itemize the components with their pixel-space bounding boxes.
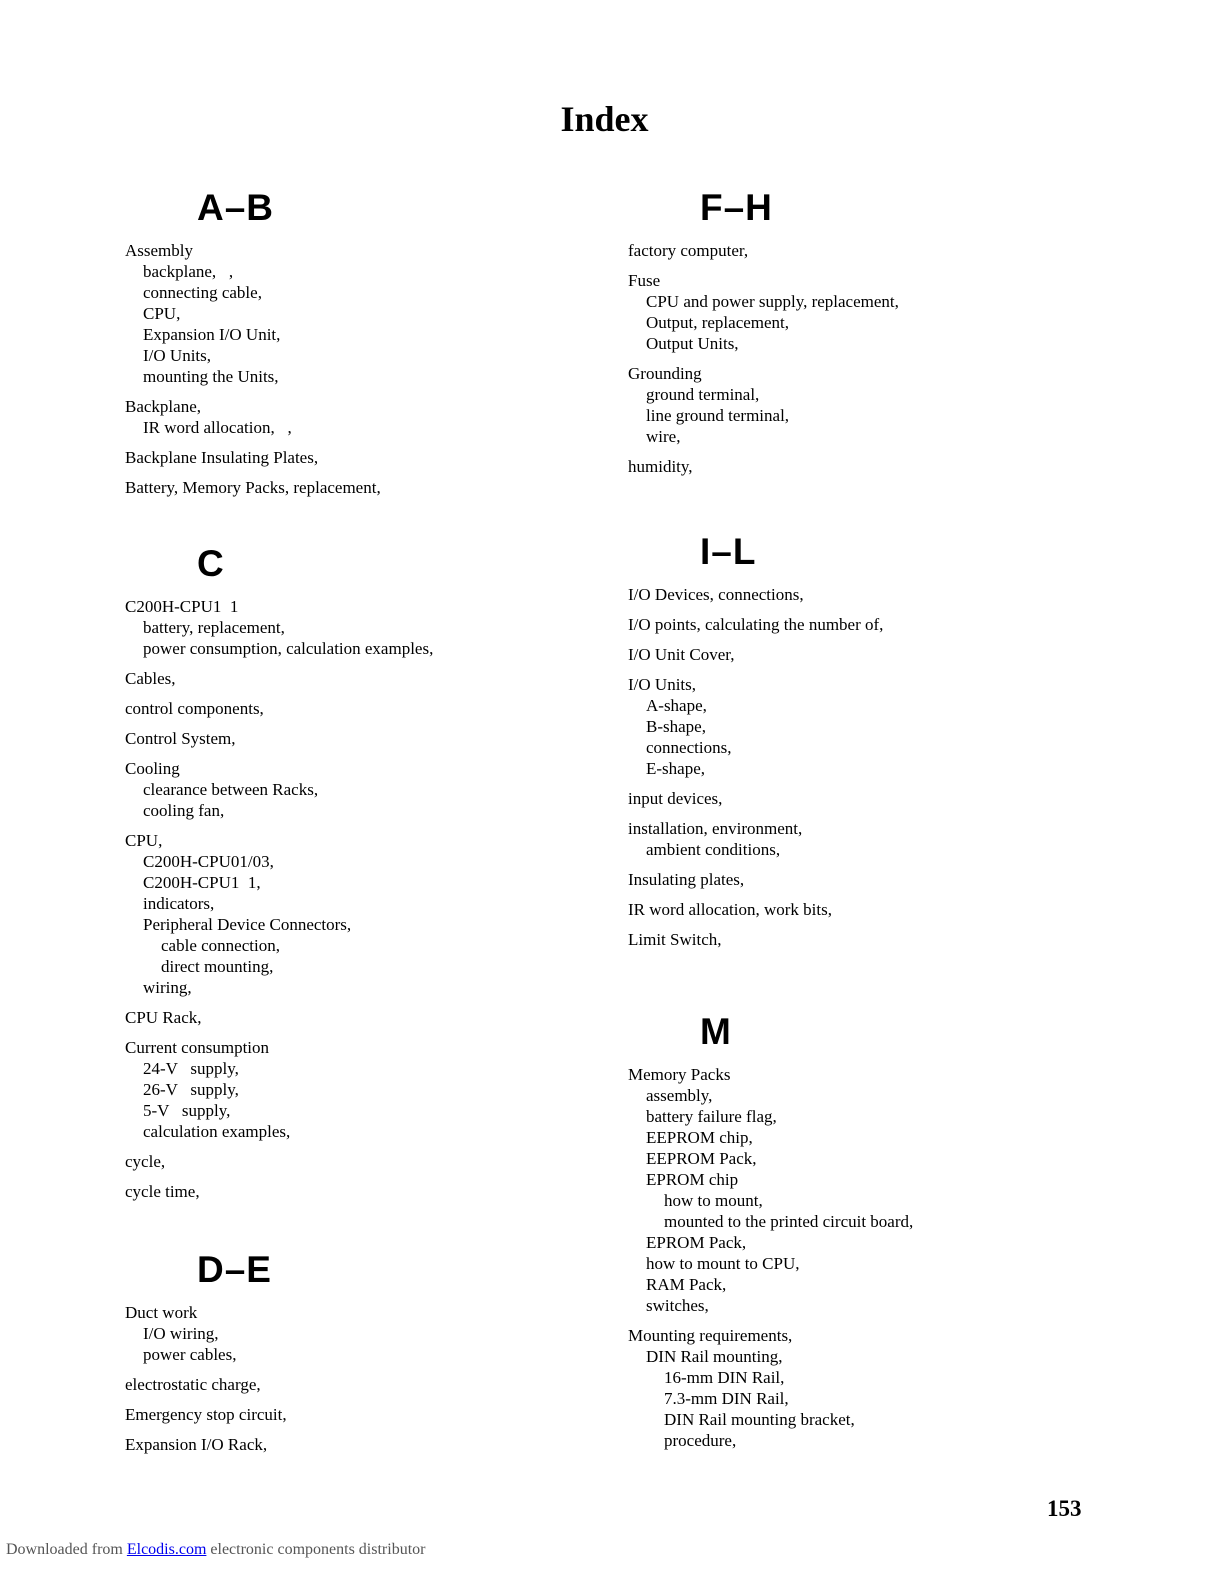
- index-subterm: battery failure flag,: [646, 1107, 777, 1126]
- index-term: Current consumption: [125, 1038, 270, 1057]
- index-term: IR word allocation, work bits,: [628, 900, 832, 919]
- section-heading: I–L: [700, 531, 757, 572]
- index-subterm: CPU,: [143, 304, 181, 323]
- index-subsubterm: 16-mm DIN Rail,: [664, 1368, 785, 1387]
- index-term: cycle,: [125, 1152, 166, 1171]
- index-subsubterm: 7.3-mm DIN Rail,: [664, 1389, 789, 1408]
- index-term: Backplane Insulating Plates,: [125, 448, 319, 467]
- index-subterm: 26-V supply,: [143, 1080, 239, 1099]
- index-entry: [628, 818, 1098, 860]
- section-heading: M: [700, 1011, 732, 1052]
- index-subterm: wire,: [646, 427, 681, 446]
- index-entry: [125, 830, 595, 998]
- index-entry: [628, 363, 1098, 447]
- index-subterm: connecting cable,: [143, 283, 262, 302]
- index-term: Grounding: [628, 364, 702, 383]
- section-heading: C: [197, 543, 225, 584]
- index-entry: [125, 477, 595, 498]
- index-term: CPU Rack,: [125, 1008, 202, 1027]
- index-entry: [628, 929, 1098, 950]
- section-d-e: [125, 1248, 595, 1464]
- index-subterm: I/O Units,: [143, 346, 211, 365]
- index-term: I/O Unit Cover,: [628, 645, 735, 664]
- index-subterm: CPU and power supply, replacement,: [646, 292, 899, 311]
- index-subsubterm: DIN Rail mounting bracket,: [664, 1410, 855, 1429]
- page-number: 153: [1047, 1496, 1082, 1521]
- index-entry: [628, 1064, 1098, 1316]
- index-subterm: ambient conditions,: [646, 840, 781, 859]
- index-term: Expansion I/O Rack,: [125, 1435, 268, 1454]
- index-term: Cooling: [125, 759, 180, 778]
- index-term: Emergency stop circuit,: [125, 1405, 287, 1424]
- index-subterm: EPROM Pack,: [646, 1233, 747, 1252]
- section-heading: A–B: [197, 187, 275, 228]
- index-entry: [125, 447, 595, 468]
- index-entry: [125, 1151, 595, 1172]
- index-entry: [628, 674, 1098, 779]
- index-term: installation, environment,: [628, 819, 803, 838]
- index-entry: [125, 1374, 595, 1395]
- index-subterm: Peripheral Device Connectors,: [143, 915, 352, 934]
- index-subterm: C200H-CPU1 1,: [143, 873, 261, 892]
- index-subterm: A-shape,: [646, 696, 707, 715]
- index-entry: [125, 698, 595, 719]
- index-term: Cables,: [125, 669, 176, 688]
- index-entry: [125, 758, 595, 821]
- index-entry: [125, 668, 595, 689]
- index-subsubterm: direct mounting,: [161, 957, 274, 976]
- index-term: C200H-CPU1 1: [125, 597, 239, 616]
- index-subterm: battery, replacement,: [143, 618, 285, 637]
- index-term: I/O Devices, connections,: [628, 585, 804, 604]
- index-term: electrostatic charge,: [125, 1375, 261, 1394]
- index-entry: [628, 614, 1098, 635]
- index-subterm: ground terminal,: [646, 385, 760, 404]
- index-entry: [125, 1404, 595, 1425]
- index-subterm: wiring,: [143, 978, 192, 997]
- index-subterm: I/O wiring,: [143, 1324, 219, 1343]
- index-subterm: E-shape,: [646, 759, 706, 778]
- index-term: cycle time,: [125, 1182, 200, 1201]
- index-subterm: line ground terminal,: [646, 406, 790, 425]
- index-entry: [125, 728, 595, 749]
- index-subterm: Expansion I/O Unit,: [143, 325, 281, 344]
- index-entry: [628, 869, 1098, 890]
- index-term: Backplane,: [125, 397, 201, 416]
- entry-list: [628, 1064, 1098, 1451]
- index-subterm: clearance between Racks,: [143, 780, 319, 799]
- page-title: Index: [560, 99, 649, 139]
- index-subterm: EEPROM chip,: [646, 1128, 753, 1147]
- entry-list: [125, 1302, 595, 1455]
- index-subterm: B-shape,: [646, 717, 706, 736]
- index-term: Memory Packs: [628, 1065, 731, 1084]
- index-subterm: RAM Pack,: [646, 1275, 727, 1294]
- index-subsubterm: procedure,: [664, 1431, 737, 1450]
- footer: [6, 1541, 425, 1559]
- index-subterm: switches,: [646, 1296, 709, 1315]
- footer-link[interactable]: Elcodis.com: [126, 1541, 207, 1558]
- section-m: [628, 1010, 1098, 1460]
- index-term: humidity,: [628, 457, 693, 476]
- index-entry: [628, 788, 1098, 809]
- index-subterm: mounting the Units,: [143, 367, 279, 386]
- entry-list: [125, 596, 595, 1202]
- index-subterm: 24-V supply,: [143, 1059, 239, 1078]
- index-subterm: connections,: [646, 738, 732, 757]
- index-term: CPU,: [125, 831, 163, 850]
- index-term: I/O points, calculating the number of,: [628, 615, 884, 634]
- index-term: Duct work: [125, 1303, 198, 1322]
- index-entry: [125, 240, 595, 387]
- index-entry: [125, 1037, 595, 1142]
- index-term: control components,: [125, 699, 264, 718]
- index-entry: [628, 1325, 1098, 1451]
- index-subterm: calculation examples,: [143, 1122, 291, 1141]
- index-entry: [628, 456, 1098, 477]
- entry-list: [125, 240, 595, 498]
- index-entry: [628, 270, 1098, 354]
- index-entry: [628, 240, 1098, 261]
- index-term: Control System,: [125, 729, 236, 748]
- index-term: Battery, Memory Packs, replacement,: [125, 478, 381, 497]
- entry-list: [628, 584, 1098, 950]
- section-heading: F–H: [700, 187, 773, 228]
- section-c: [125, 542, 595, 1211]
- index-subterm: power consumption, calculation examples,: [143, 639, 434, 658]
- index-entry: [125, 396, 595, 438]
- index-term: Insulating plates,: [628, 870, 745, 889]
- index-entry: [628, 899, 1098, 920]
- index-subterm: how to mount to CPU,: [646, 1254, 800, 1273]
- index-subsubterm: mounted to the printed circuit board,: [664, 1212, 914, 1231]
- index-subterm: DIN Rail mounting,: [646, 1347, 783, 1366]
- index-subterm: EEPROM Pack,: [646, 1149, 757, 1168]
- index-entry: [628, 644, 1098, 665]
- index-term: input devices,: [628, 789, 723, 808]
- index-entry: [125, 596, 595, 659]
- index-entry: [125, 1181, 595, 1202]
- index-entry: [628, 584, 1098, 605]
- section-f-h: [628, 186, 1098, 486]
- index-subterm: Output Units,: [646, 334, 739, 353]
- index-entry: [125, 1302, 595, 1365]
- index-subterm: backplane, ,: [143, 262, 234, 281]
- index-subterm: IR word allocation, ,: [143, 418, 292, 437]
- index-term: Limit Switch,: [628, 930, 722, 949]
- index-subsubterm: cable connection,: [161, 936, 280, 955]
- index-subterm: 5-V supply,: [143, 1101, 231, 1120]
- index-subterm: C200H-CPU01/03,: [143, 852, 274, 871]
- section-heading: D–E: [197, 1249, 272, 1290]
- index-subterm: power cables,: [143, 1345, 237, 1364]
- index-term: Assembly: [125, 241, 193, 260]
- entry-list: [628, 240, 1098, 477]
- index-term: Mounting requirements,: [628, 1326, 793, 1345]
- footer-prefix: Downloaded from: [6, 1541, 123, 1558]
- section-a-b: [125, 186, 595, 507]
- index-entry: [125, 1434, 595, 1455]
- index-term: I/O Units,: [628, 675, 696, 694]
- index-subsubterm: how to mount,: [664, 1191, 763, 1210]
- index-term: factory computer,: [628, 241, 749, 260]
- index-subterm: Output, replacement,: [646, 313, 790, 332]
- index-subterm: EPROM chip: [646, 1170, 739, 1189]
- section-i-l: [628, 530, 1098, 959]
- index-entry: [125, 1007, 595, 1028]
- footer-suffix: electronic components distributor: [210, 1541, 426, 1558]
- index-term: Fuse: [628, 271, 661, 290]
- index-subterm: assembly,: [646, 1086, 713, 1105]
- index-subterm: cooling fan,: [143, 801, 225, 820]
- index-subterm: indicators,: [143, 894, 215, 913]
